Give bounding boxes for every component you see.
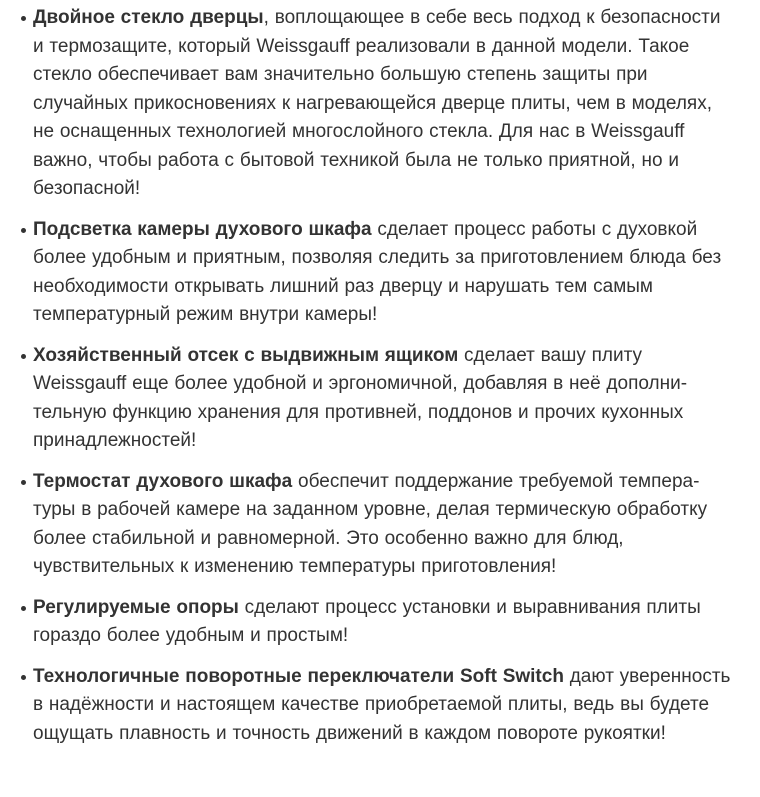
feature-text: обеспечит поддержание требуемой температуры в рабочей камере на заданном уровне, делая термическую обработку более стабильной и равномерной. Это особенно важно для блюд, чувствительных к изменению температуры приготовления! — [33, 470, 708, 577]
list-item — [20, 342, 735, 456]
bullet-icon — [21, 16, 26, 21]
feature-text: сделают процесс установки и выравнивания плиты гораздо более удобным и простым! — [33, 596, 701, 646]
bullet-icon — [21, 228, 26, 233]
feature-text: сделает вашу плиту Weissgauff еще более удобной и эргономичной, добавляя в неё дополнительную функцию хранения для противней, поддонов и прочих кухонных принадлежностей! — [33, 344, 688, 451]
feature-paragraph — [33, 216, 735, 330]
feature-paragraph — [33, 594, 735, 651]
feature-paragraph — [33, 342, 735, 456]
feature-text: сделает процесс работы с духовкой более удобным и приятным, позволяя следить за приготовлением блюда без необходимости открывать лишний раз дверцу и нарушать тем самым температурный режим внутри камеры! — [33, 218, 722, 325]
list-item — [20, 216, 735, 330]
bullet-icon — [21, 480, 26, 485]
bullet-icon — [21, 606, 26, 611]
feature-paragraph — [33, 468, 735, 582]
feature-text: , воплощающее в себе весь подход к безопасности и термозащите, который Weissgauff реализовали в данной модели. Такое стекло обеспечивает вам значительно большую степень защиты при случайных прикосновениях к нагревающейся дверце плиты, чем в моделях, не оснащенных технологией многослойного стекла. Для нас в Weissgauff важно, чтобы работа с бытовой техникой была не только приятной, но и безопасной! — [33, 7, 721, 199]
feature-title: Термостат духового шкафа — [33, 470, 293, 492]
feature-paragraph — [33, 663, 735, 749]
feature-title: Двойное стекло дверцы — [33, 7, 264, 28]
feature-title: Технологичные поворотные переключатели Soft Switch — [33, 665, 564, 687]
feature-title: Подсветка камеры духового шкафа — [33, 218, 372, 240]
bullet-icon — [21, 675, 26, 680]
list-item — [20, 663, 735, 749]
feature-title: Хозяйственный отсек с выдвижным ящиком — [33, 344, 459, 366]
bullet-icon — [21, 354, 26, 359]
list-item — [20, 594, 735, 651]
feature-title: Регулируемые опоры — [33, 596, 239, 618]
list-item — [20, 4, 735, 204]
feature-paragraph — [33, 4, 735, 204]
list-item — [20, 468, 735, 582]
feature-text: дают уверенность в надёжности и настоящем качестве приобретаемой плиты, ведь вы будете ощущать плавность и точность движений в каждом повороте рукоятки! — [33, 665, 731, 744]
